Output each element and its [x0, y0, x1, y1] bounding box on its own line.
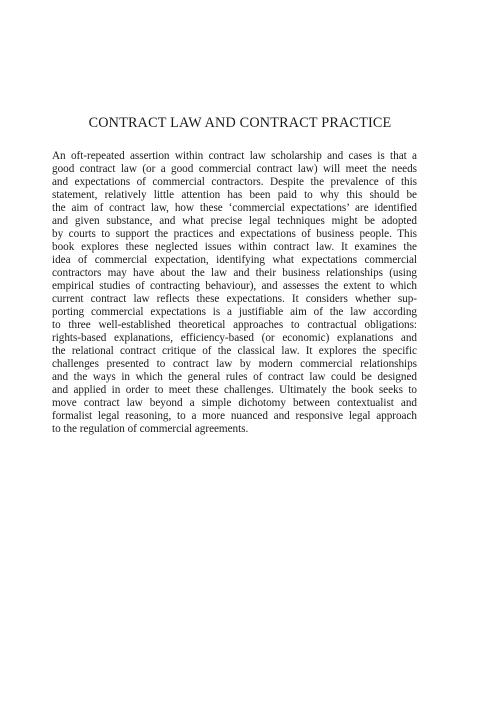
paragraph-line: book explores these neglected issues within contract law. It examines the — [52, 241, 417, 253]
paragraph-line: and given substance, and what precise legal techniques might be adopted — [52, 215, 417, 227]
paragraph-line: good contract law (or a good commercial contract law) will meet the needs — [52, 163, 417, 175]
paragraph-line: to three well-established theoretical approaches to contractual obligations: — [52, 319, 417, 331]
paragraph-line: the aim of contract law, how these ‘commercial expectations’ are identified — [52, 202, 417, 214]
book-title: CONTRACT LAW AND CONTRACT PRACTICE — [88, 115, 392, 131]
paragraph-line: current contract law reflects these expectations. It considers whether sup- — [52, 293, 417, 305]
paragraph-line-last: to the regulation of commercial agreements. — [52, 423, 249, 435]
paragraph-line: An oft-repeated assertion within contract law scholarship and cases is that a — [52, 150, 417, 162]
paragraph-line: statement, relatively little attention has been paid to why this should be — [52, 189, 417, 201]
paragraph-line: challenges presented to contract law by modern commercial relationships — [52, 358, 417, 370]
paragraph-line: and expectations of commercial contractors. Despite the prevalence of this — [52, 176, 417, 188]
paragraph-line: and applied in order to meet these challenges. Ultimately the book seeks to — [52, 384, 417, 396]
paragraph-line: formalist legal reasoning, to a more nuanced and responsive legal approach — [52, 410, 417, 422]
paragraph-line: contractors may have about the law and their business relationships (using — [52, 267, 417, 279]
paragraph-line: the relational contract critique of the classical law. It explores the specific — [52, 345, 417, 357]
paragraph-line: porting commercial expectations is a justifiable aim of the law according — [52, 306, 417, 318]
paragraph-line: by courts to support the practices and expectations of business people. This — [52, 228, 417, 240]
paragraph-line: rights-based explanations, efficiency-based (or economic) explanations and — [52, 332, 417, 344]
paragraph-line: empirical studies of contracting behaviour), and assesses the extent to which — [52, 280, 417, 292]
paragraph-line: and the ways in which the general rules of contract law could be designed — [52, 371, 417, 383]
paragraph-line: idea of commercial expectation, identifying what expectations commercial — [52, 254, 417, 266]
paragraph-line: move contract law beyond a simple dichotomy between contextualist and — [52, 397, 417, 409]
